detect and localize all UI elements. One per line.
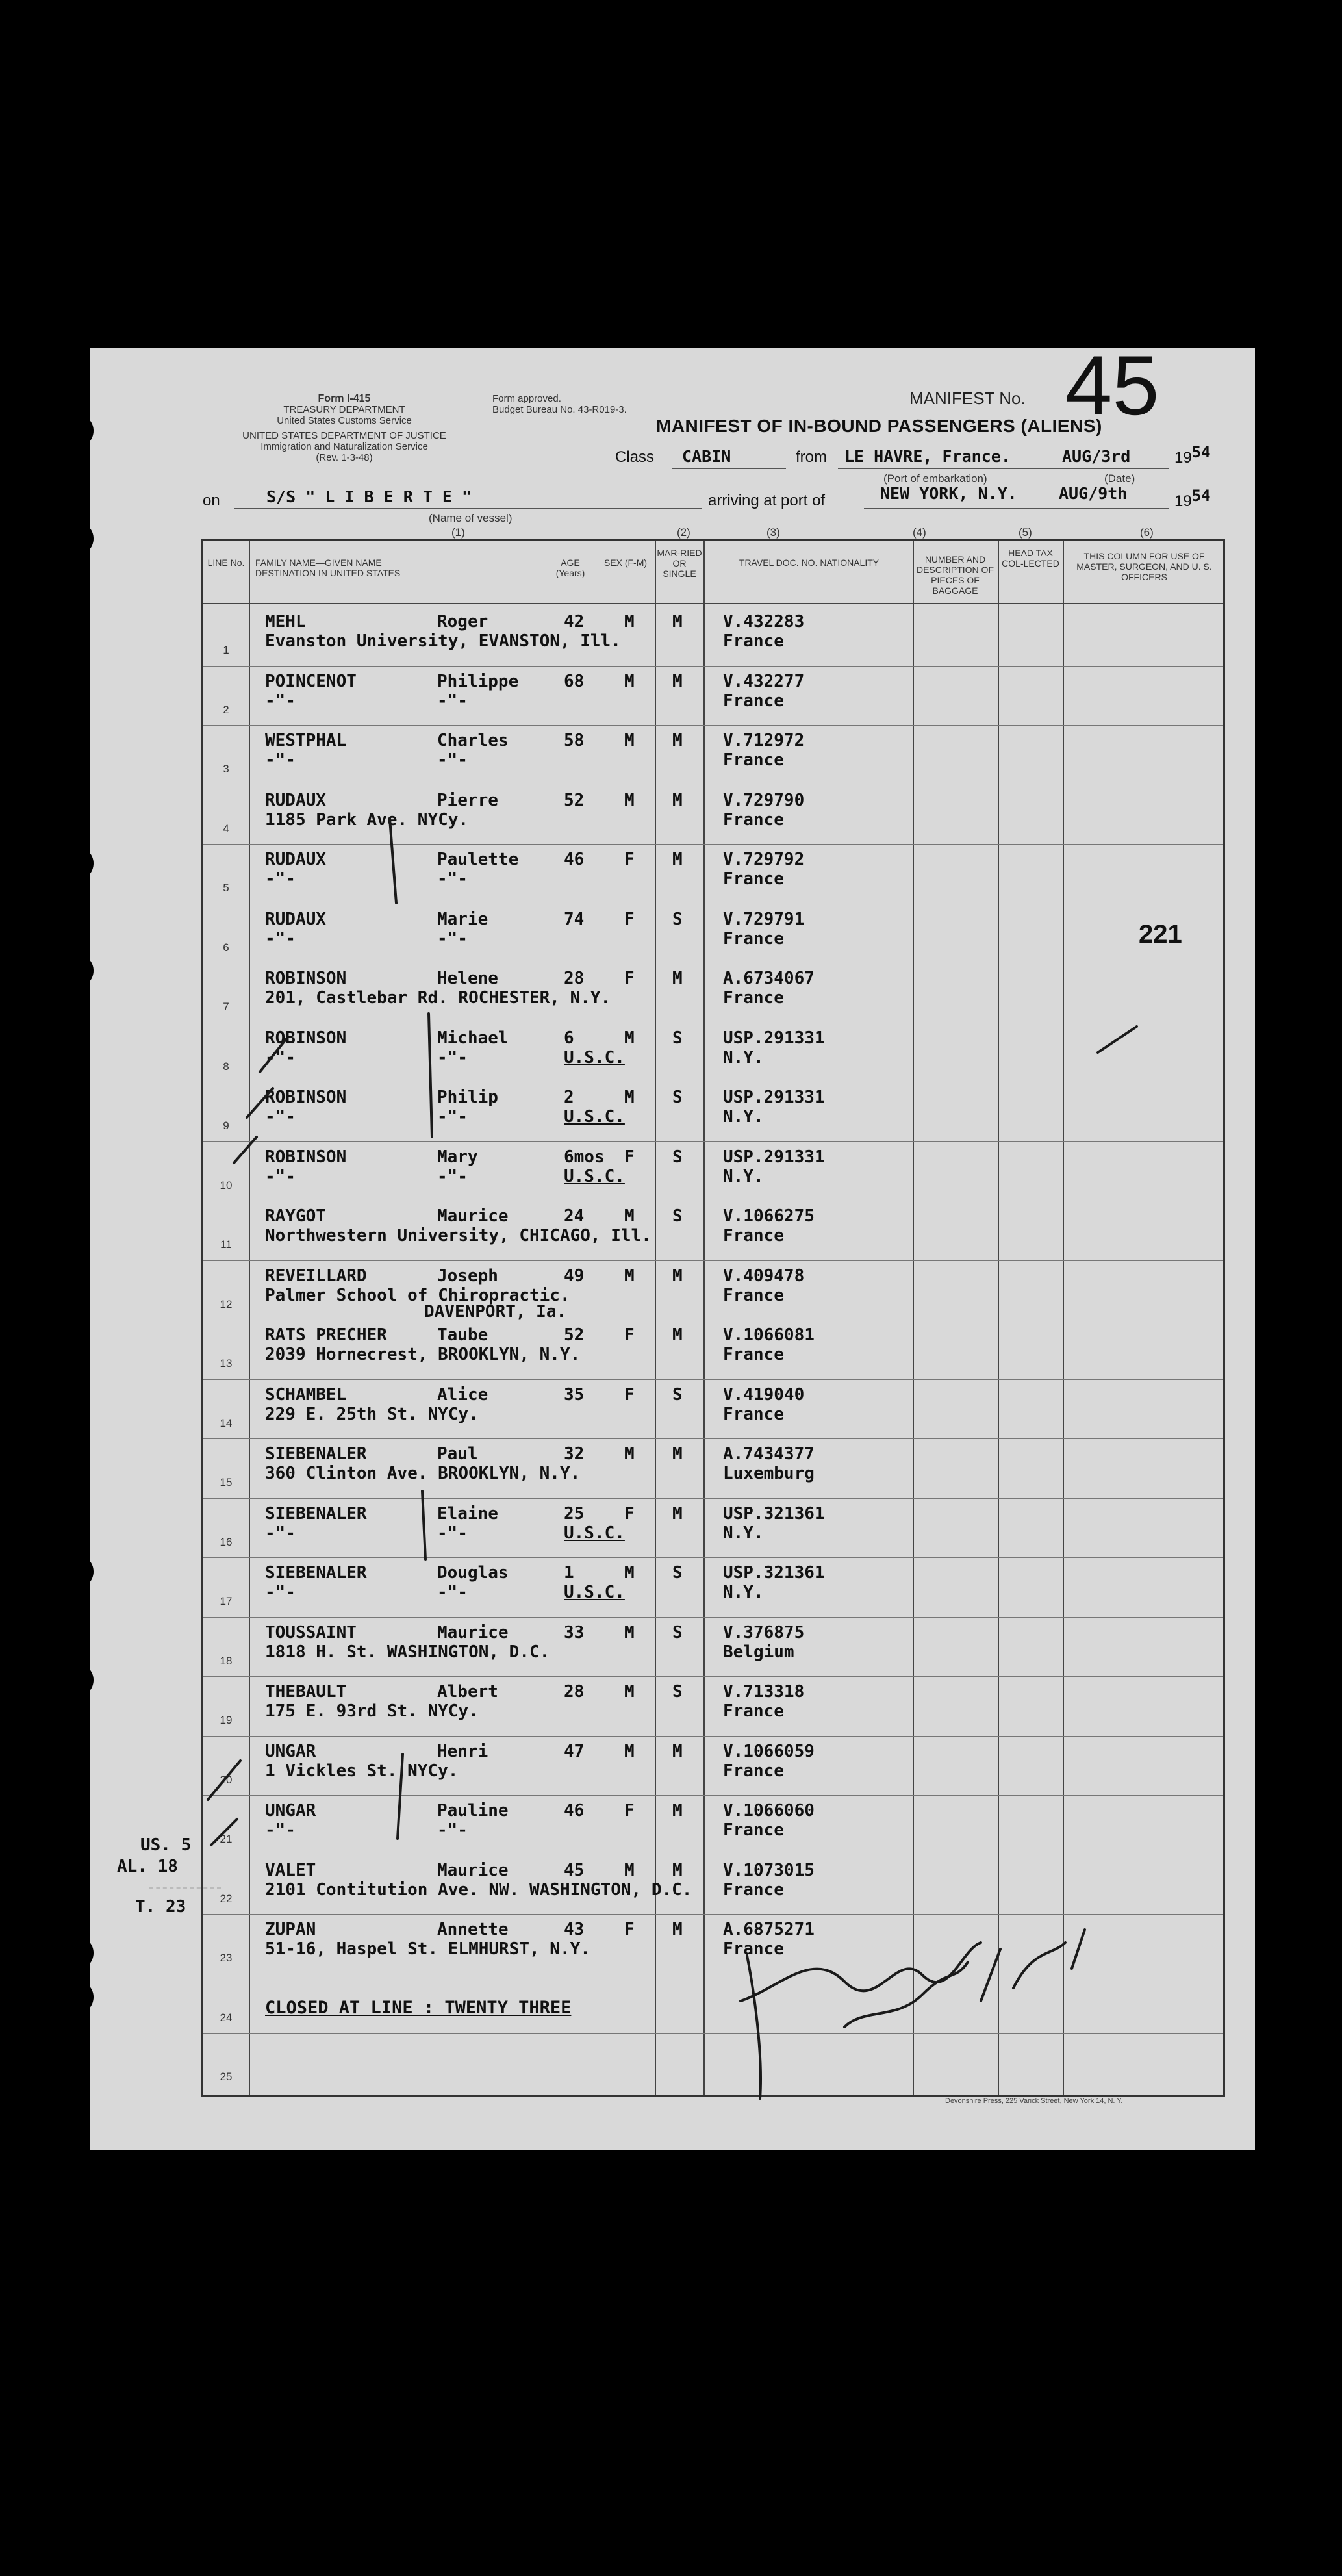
given-name: Taube xyxy=(437,1325,488,1345)
destination: -"- xyxy=(265,1523,296,1543)
travel-doc-no: A.6734067 xyxy=(723,969,815,988)
destination-ditto: -"- xyxy=(437,1523,468,1543)
printer-footer: Devonshire Press, 225 Varick Street, New York 14, N. Y. xyxy=(945,2097,1123,2105)
destination: 360 Clinton Ave. BROOKLYN, N.Y. xyxy=(265,1464,581,1483)
marital-status: S xyxy=(672,1384,683,1405)
marital-status: S xyxy=(672,1088,683,1107)
given-name: Douglas xyxy=(437,1563,509,1583)
nationality: France xyxy=(723,1345,784,1364)
travel-doc-no: V.729792 xyxy=(723,850,805,869)
travel-doc-no: V.1066059 xyxy=(723,1741,815,1761)
destination-ditto: -"- xyxy=(437,691,468,711)
family-name: REVEILLARD xyxy=(265,1266,367,1286)
sex: F xyxy=(624,1920,635,1939)
age: 2 xyxy=(564,1088,574,1107)
age: 33 xyxy=(564,1622,585,1642)
destination-ditto: -"- xyxy=(437,1107,468,1127)
customs-service: United States Customs Service xyxy=(277,415,412,426)
age: 49 xyxy=(564,1266,585,1286)
family-name: MEHL xyxy=(265,612,306,631)
line-number: 18 xyxy=(220,1654,233,1667)
travel-doc-no: A.6875271 xyxy=(723,1920,815,1939)
year-suffix: 54 xyxy=(1191,443,1211,461)
family-name: SIEBENALER xyxy=(265,1503,367,1524)
marital-status: M xyxy=(672,790,683,810)
age: 32 xyxy=(564,1444,585,1464)
travel-doc-no: USP.321361 xyxy=(723,1503,825,1524)
given-name: Marie xyxy=(437,909,488,929)
header-age: AGE (Years) xyxy=(555,557,585,578)
sex: M xyxy=(624,1563,635,1583)
on-label: on xyxy=(203,492,220,509)
nationality: France xyxy=(723,1404,784,1424)
nationality: France xyxy=(723,1702,784,1721)
family-name: THEBAULT xyxy=(265,1682,347,1702)
line-number: 7 xyxy=(223,1001,229,1013)
nationality: France xyxy=(723,928,784,949)
us-citizen-mark: U.S.C. xyxy=(564,1107,625,1127)
line-number: 25 xyxy=(220,2071,233,2083)
header-travel-doc: TRAVEL DOC. NO. NATIONALITY xyxy=(739,557,880,568)
marital-status: M xyxy=(672,969,683,988)
col-number: (3) xyxy=(766,526,780,539)
age: 24 xyxy=(564,1206,585,1226)
line-number: 6 xyxy=(223,941,229,954)
embarkation-port: LE HAVRE, France. xyxy=(844,447,1011,466)
marital-status: M xyxy=(672,1325,683,1345)
marital-status: M xyxy=(672,1801,683,1820)
travel-doc-no: V.419040 xyxy=(723,1384,805,1405)
destination: 1185 Park Ave. NYCy. xyxy=(265,810,469,830)
destination: Palmer School of Chiropractic. xyxy=(265,1285,570,1305)
age: 52 xyxy=(564,1325,585,1345)
check-mark xyxy=(1098,1027,1137,1052)
marital-status: S xyxy=(672,1147,683,1167)
arriving-label: arriving at port of xyxy=(708,492,826,509)
nationality: Belgium xyxy=(723,1642,794,1662)
sex: F xyxy=(624,909,635,929)
check-mark xyxy=(390,819,432,1839)
sex: M xyxy=(624,1860,635,1880)
travel-doc-no: V.432283 xyxy=(723,612,805,631)
header-destination: DESTINATION IN UNITED STATES xyxy=(255,568,401,578)
nationality: France xyxy=(723,810,784,830)
destination: -"- xyxy=(265,1583,296,1602)
vessel-caption: (Name of vessel) xyxy=(429,512,513,524)
family-name: ROBINSON xyxy=(265,1147,347,1167)
destination: -"- xyxy=(265,928,296,949)
marital-status: M xyxy=(672,612,683,631)
travel-doc-no: V.729791 xyxy=(723,909,805,929)
family-name: ROBINSON xyxy=(265,1088,347,1107)
destination-ditto: -"- xyxy=(437,869,468,889)
travel-doc-no: V.1073015 xyxy=(723,1860,815,1880)
family-name: RUDAUX xyxy=(265,909,326,929)
departure-date: AUG/3rd xyxy=(1062,447,1131,466)
tally-t: T. 23 xyxy=(135,1897,186,1917)
family-name: ROBINSON xyxy=(265,969,347,988)
marital-status: S xyxy=(672,1682,683,1702)
line-number: 20 xyxy=(220,1773,233,1786)
port-caption: (Port of embarkation) xyxy=(883,472,987,485)
date-caption: (Date) xyxy=(1104,472,1135,485)
line-number: 13 xyxy=(220,1357,233,1370)
given-name: Philip xyxy=(437,1088,498,1107)
nationality: France xyxy=(723,691,784,711)
sex: M xyxy=(624,1206,635,1226)
age: 58 xyxy=(564,731,585,750)
sex: F xyxy=(624,1384,635,1405)
line-number: 15 xyxy=(220,1476,233,1488)
destination: 175 E. 93rd St. NYCy. xyxy=(265,1702,479,1721)
travel-doc-no: USP.321361 xyxy=(723,1563,825,1583)
nationality: N.Y. xyxy=(723,1107,764,1127)
header-line-no: LINE No. xyxy=(207,557,245,568)
nationality: France xyxy=(723,631,784,651)
nationality: France xyxy=(723,1761,784,1781)
line-number: 12 xyxy=(220,1297,233,1310)
travel-doc-no: A.7434377 xyxy=(723,1444,815,1464)
age: 52 xyxy=(564,790,585,810)
family-name: RUDAUX xyxy=(265,790,326,810)
sex: M xyxy=(624,1266,635,1286)
given-name: Annette xyxy=(437,1920,509,1939)
year-digits: 19 xyxy=(1174,492,1192,510)
marital-status: S xyxy=(672,1622,683,1642)
age: 45 xyxy=(564,1860,585,1880)
sex: M xyxy=(624,731,635,750)
given-name: Alice xyxy=(437,1384,488,1405)
line-number: 10 xyxy=(220,1179,233,1192)
treasury-dept: TREASURY DEPARTMENT xyxy=(283,404,405,415)
nationality: France xyxy=(723,1226,784,1245)
marital-status: M xyxy=(672,671,683,691)
destination-ditto: -"- xyxy=(437,928,468,949)
family-name: POINCENOT xyxy=(265,671,357,691)
given-name: Henri xyxy=(437,1741,488,1761)
nationality: France xyxy=(723,1880,784,1900)
destination: -"- xyxy=(265,1107,296,1127)
age: 6mos xyxy=(564,1147,605,1167)
col-number: (5) xyxy=(1019,526,1032,539)
nationality: N.Y. xyxy=(723,1047,764,1067)
travel-doc-no: USP.291331 xyxy=(723,1147,825,1167)
line-number: 5 xyxy=(223,882,229,894)
justice-dept: UNITED STATES DEPARTMENT OF JUSTICE xyxy=(242,430,446,441)
sex: F xyxy=(624,1801,635,1820)
line-number: 2 xyxy=(223,703,229,716)
arrival-port: NEW YORK, N.Y. xyxy=(880,484,1017,503)
manifest-no-label: MANIFEST No. xyxy=(909,389,1026,408)
given-name: Maurice xyxy=(437,1860,509,1880)
given-name: Maurice xyxy=(437,1622,509,1642)
sex: M xyxy=(624,671,635,691)
col-number: (4) xyxy=(913,526,926,539)
budget-bureau: Budget Bureau No. 43-R019-3. xyxy=(492,404,627,415)
header-baggage: NUMBER AND DESCRIPTION OF PIECES OF BAGGAGE xyxy=(916,554,994,596)
destination: -"- xyxy=(265,1166,296,1186)
destination: -"- xyxy=(265,691,296,711)
travel-doc-no: V.1066060 xyxy=(723,1801,815,1820)
sex: M xyxy=(624,1088,635,1107)
header-head-tax: HEAD TAX COL-LECTED xyxy=(1002,548,1059,568)
arrival-date: AUG/9th xyxy=(1059,484,1128,503)
col-number: (1) xyxy=(451,526,465,539)
destination: -"- xyxy=(265,750,296,770)
line-number: 24 xyxy=(220,2011,233,2024)
age: 1 xyxy=(564,1563,574,1583)
destination: 1 Vickles St. NYCy. xyxy=(265,1761,459,1781)
given-name: Pauline xyxy=(437,1801,509,1820)
header-officers: THIS COLUMN FOR USE OF MASTER, SURGEON, AND U. S. OFFICERS xyxy=(1076,551,1212,582)
marital-status: M xyxy=(672,850,683,869)
signature-stroke xyxy=(981,1930,1085,2001)
line-number: 8 xyxy=(223,1060,229,1073)
destination: 2101 Contitution Ave. NW. WASHINGTON, D.C. xyxy=(265,1880,692,1900)
line-number: 11 xyxy=(220,1238,232,1251)
sex: F xyxy=(624,1325,635,1345)
sex: F xyxy=(624,1503,635,1524)
destination: 201, Castlebar Rd. ROCHESTER, N.Y. xyxy=(265,988,611,1008)
sex: M xyxy=(624,1028,635,1048)
sex: F xyxy=(624,850,635,869)
line-number: 4 xyxy=(223,822,229,835)
given-name: Paulette xyxy=(437,850,519,869)
age: 46 xyxy=(564,850,585,869)
family-name: SIEBENALER xyxy=(265,1563,367,1583)
destination-ditto: -"- xyxy=(437,1583,468,1602)
marital-status: S xyxy=(672,1028,683,1048)
sex: M xyxy=(624,1741,635,1761)
class-label: Class xyxy=(615,448,655,466)
destination-city: DAVENPORT, Ia. xyxy=(424,1301,567,1321)
family-name: TOUSSAINT xyxy=(265,1622,357,1642)
given-name: Maurice xyxy=(437,1206,509,1226)
destination: 2039 Hornecrest, BROOKLYN, N.Y. xyxy=(265,1345,581,1364)
line-number: 17 xyxy=(220,1595,233,1607)
tally-al: AL. 18 xyxy=(117,1857,178,1876)
given-name: Mary xyxy=(437,1147,478,1167)
travel-doc-no: V.1066081 xyxy=(723,1325,815,1345)
given-name: Albert xyxy=(437,1682,498,1702)
officer-note: 221 xyxy=(1139,920,1182,949)
family-name: SCHAMBEL xyxy=(265,1384,347,1405)
signature-stroke xyxy=(741,1943,981,2001)
closed-at-line: CLOSED AT LINE : TWENTY THREE xyxy=(265,1998,572,2018)
nationality: France xyxy=(723,988,784,1008)
check-mark xyxy=(208,1039,286,1845)
vessel-name: S/S " L I B E R T E " xyxy=(266,487,472,506)
marital-status: M xyxy=(672,1741,683,1761)
sex: M xyxy=(624,612,635,631)
us-citizen-mark: U.S.C. xyxy=(564,1583,625,1602)
travel-doc-no: V.712972 xyxy=(723,731,805,750)
nationality: France xyxy=(723,869,784,889)
nationality: N.Y. xyxy=(723,1523,764,1543)
given-name: Philippe xyxy=(437,671,519,691)
destination: Evanston University, EVANSTON, Ill. xyxy=(265,631,621,651)
given-name: Paul xyxy=(437,1444,478,1464)
us-citizen-mark: U.S.C. xyxy=(564,1166,625,1186)
travel-doc-no: V.409478 xyxy=(723,1266,805,1286)
sex: M xyxy=(624,1682,635,1702)
line-number: 14 xyxy=(220,1416,233,1429)
age: 25 xyxy=(564,1503,585,1524)
class-value: CABIN xyxy=(682,447,731,466)
line-number: 23 xyxy=(220,1952,233,1964)
destination: 1818 H. St. WASHINGTON, D.C. xyxy=(265,1642,550,1662)
year-digits: 19 xyxy=(1174,449,1192,466)
travel-doc-no: V.376875 xyxy=(723,1622,805,1642)
nationality: N.Y. xyxy=(723,1166,764,1186)
given-name: Pierre xyxy=(437,790,498,810)
family-name: WESTPHAL xyxy=(265,731,347,750)
sex: F xyxy=(624,969,635,988)
age: 74 xyxy=(564,909,585,929)
sex: M xyxy=(624,1444,635,1464)
age: 68 xyxy=(564,671,585,691)
marital-status: M xyxy=(672,1266,683,1286)
tally-us: US. 5 xyxy=(140,1835,192,1855)
marital-status: S xyxy=(672,1563,683,1583)
year-suffix: 54 xyxy=(1191,487,1211,505)
from-label: from xyxy=(796,448,827,466)
sex: M xyxy=(624,790,635,810)
line-number: 16 xyxy=(220,1535,233,1548)
family-name: RUDAUX xyxy=(265,850,326,869)
family-name: UNGAR xyxy=(265,1741,316,1761)
given-name: Elaine xyxy=(437,1503,498,1524)
line-number: 21 xyxy=(220,1833,233,1845)
marital-status: M xyxy=(672,1503,683,1524)
destination-ditto: -"- xyxy=(437,1820,468,1840)
sex: F xyxy=(624,1147,635,1167)
marital-status: M xyxy=(672,1860,683,1880)
destination: 51-16, Haspel St. ELMHURST, N.Y. xyxy=(265,1939,590,1959)
given-name: Charles xyxy=(437,731,509,750)
marital-status: M xyxy=(672,731,683,750)
line-number: 22 xyxy=(220,1892,233,1905)
destination: -"- xyxy=(265,869,296,889)
marital-status: M xyxy=(672,1444,683,1464)
family-name: RATS PRECHER xyxy=(265,1325,387,1345)
signature-stroke xyxy=(844,1962,968,2027)
line-number: 3 xyxy=(223,763,229,775)
family-name: UNGAR xyxy=(265,1801,316,1820)
family-name: SIEBENALER xyxy=(265,1444,367,1464)
age: 6 xyxy=(564,1028,574,1048)
destination: -"- xyxy=(265,1820,296,1840)
manifest-title: MANIFEST OF IN-BOUND PASSENGERS (ALIENS) xyxy=(656,416,1102,436)
header-married: MAR-RIED OR SINGLE xyxy=(657,548,702,579)
nationality: N.Y. xyxy=(723,1583,764,1602)
signature-stroke xyxy=(747,1956,761,2098)
travel-doc-no: V.713318 xyxy=(723,1682,805,1702)
header-sex: SEX (F-M) xyxy=(603,557,648,568)
revision: (Rev. 1-3-48) xyxy=(316,452,373,463)
given-name: Michael xyxy=(437,1028,509,1048)
line-number: 9 xyxy=(223,1119,229,1132)
family-name: RAYGOT xyxy=(265,1206,326,1226)
age: 46 xyxy=(564,1801,585,1820)
age: 28 xyxy=(564,969,585,988)
destination-ditto: -"- xyxy=(437,1166,468,1186)
age: 43 xyxy=(564,1920,585,1939)
destination-ditto: -"- xyxy=(437,750,468,770)
travel-doc-no: V.432277 xyxy=(723,671,805,691)
travel-doc-no: USP.291331 xyxy=(723,1088,825,1107)
nationality: France xyxy=(723,1939,784,1959)
us-citizen-mark: U.S.C. xyxy=(564,1523,625,1543)
given-name: Helene xyxy=(437,969,498,988)
travel-doc-no: USP.291331 xyxy=(723,1028,825,1048)
destination: 229 E. 25th St. NYCy. xyxy=(265,1404,479,1424)
age: 47 xyxy=(564,1741,585,1761)
family-name: VALET xyxy=(265,1860,316,1880)
ins-service: Immigration and Naturalization Service xyxy=(260,441,428,452)
form-number: Form I-415 xyxy=(318,393,371,404)
approved-text: Form approved. xyxy=(492,393,561,404)
destination-ditto: -"- xyxy=(437,1047,468,1067)
marital-status: S xyxy=(672,1206,683,1226)
nationality: France xyxy=(723,1285,784,1305)
nationality: Luxemburg xyxy=(723,1464,815,1483)
line-number: 1 xyxy=(223,644,229,656)
header-name-text: FAMILY NAME—GIVEN NAME xyxy=(255,557,382,568)
nationality: France xyxy=(723,1820,784,1840)
age: 35 xyxy=(564,1384,585,1405)
given-name: Joseph xyxy=(437,1266,498,1286)
family-name: ROBINSON xyxy=(265,1028,347,1048)
family-name: ZUPAN xyxy=(265,1920,316,1939)
col-number: (2) xyxy=(677,526,690,539)
destination: Northwestern University, CHICAGO, Ill. xyxy=(265,1226,652,1245)
destination: -"- xyxy=(265,1047,296,1067)
col-number: (6) xyxy=(1140,526,1154,539)
nationality: France xyxy=(723,750,784,770)
marital-status: M xyxy=(672,1920,683,1939)
age: 28 xyxy=(564,1682,585,1702)
given-name: Roger xyxy=(437,612,488,631)
us-citizen-mark: U.S.C. xyxy=(564,1047,625,1067)
manifest-number: 45 xyxy=(1065,338,1159,433)
marital-status: S xyxy=(672,909,683,929)
travel-doc-no: V.1066275 xyxy=(723,1206,815,1226)
travel-doc-no: V.729790 xyxy=(723,790,805,810)
line-number: 19 xyxy=(220,1714,233,1726)
sex: M xyxy=(624,1622,635,1642)
age: 42 xyxy=(564,612,585,631)
